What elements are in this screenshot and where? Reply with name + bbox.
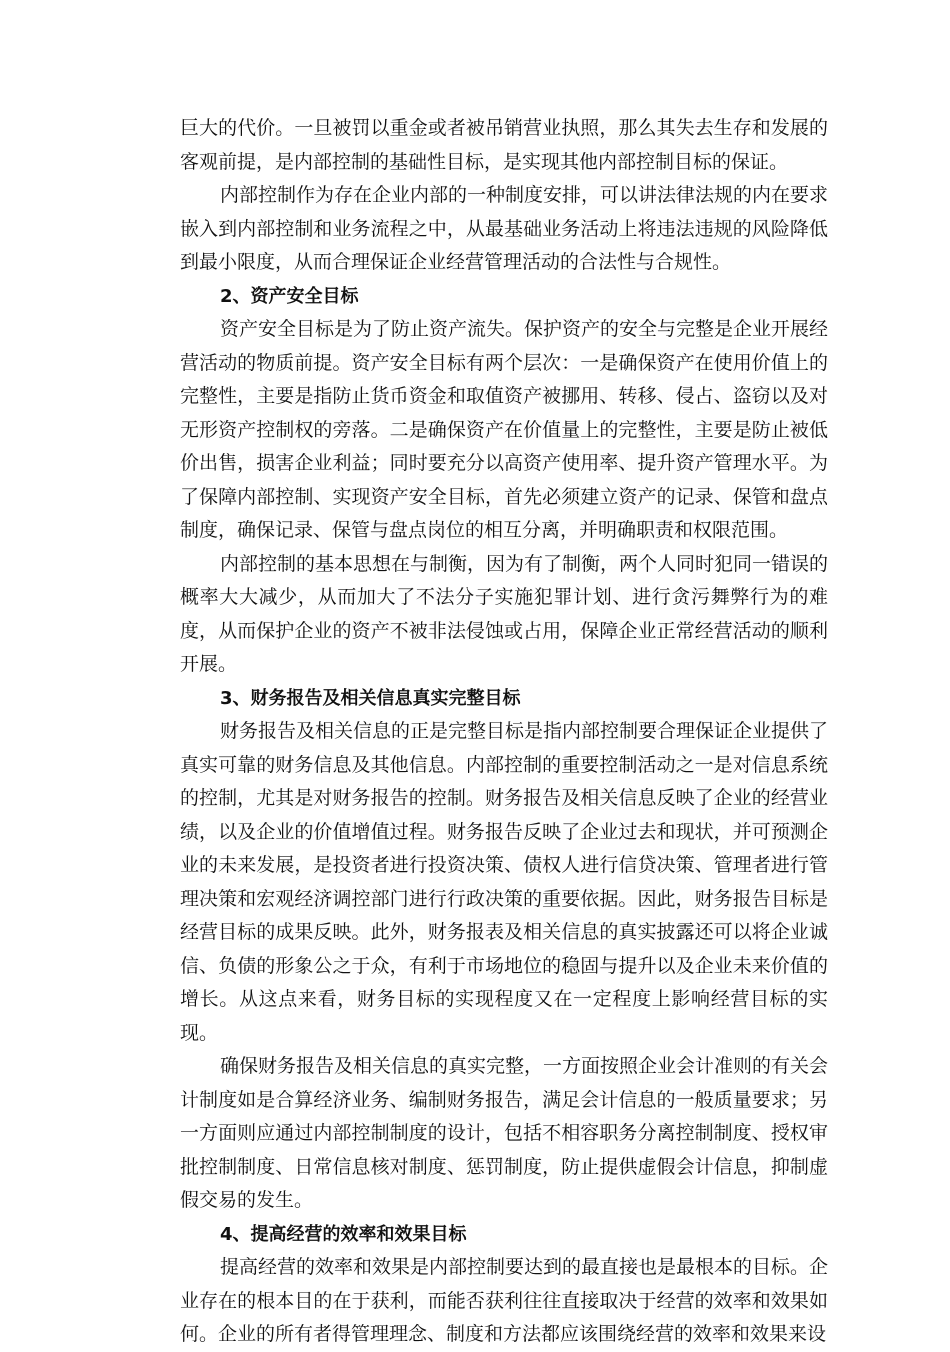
paragraph: 内部控制的基本思想在与制衡，因为有了制衡，两个人同时犯同一错误的概率大大减少，从而加大了不法分子实施犯罪计划、进行贪污舞弊行为的难度，从而保护企业的资产不被非法侵蚀或占用，保障企业正常经营活动的顺利开展。 [180,552,829,675]
paragraph: 内部控制作为存在企业内部的一种制度安排，可以讲法律法规的内在要求嵌入到内部控制和业务流程之中，从最基础业务活动上将违法违规的风险降低到最小限度，从而合理保证企业经营管理活动的合法性与合规性。 [180,184,829,273]
document-page [180,112,828,1352]
paragraph: 确保财务报告及相关信息的真实完整，一方面按照企业会计准则的有关会计制度如是合算经济业务、编制财务报告，满足会计信息的一般质量要求；另一方面则应通过内部控制制度的设计，包括不相容职务分离控制制度、授权审批控制制度、日常信息核对制度、惩罚制度，防止提供虚假会计信息，抑制虚假交易的发生。 [180,1055,829,1211]
paragraph: 资产安全目标是为了防止资产流失。保护资产的安全与完整是企业开展经营活动的物质前提。资产安全目标有两个层次：一是确保资产在使用价值上的完整性，主要是指防止货币资金和取值资产被挪用、转移、侵占、盗窃以及对无形资产控制权的旁落。二是确保资产在价值量上的完整性，主要是防止被低价出售，损害企业利益；同时要充分以高资产使用率、提升资产管理水平。为了保障内部控制、实现资产安全目标，首先必须建立资产的记录、保管和盘点制度，确保记录、保管与盘点岗位的相互分离，并明确职责和权限范围。 [180,318,829,541]
section-heading: 3、财务报告及相关信息真实完整目标 [220,687,521,709]
paragraph: 提高经营的效率和效果是内部控制要达到的最直接也是最根本的目标。企业存在的根本目的在于获利，而能否获利往往直接取决于经营的效率和效果如何。企业的所有者得管理理念、制度和方法都应该围绕经营的效率和效果来设 [180,1256,829,1345]
paragraph: 巨大的代价。一旦被罚以重金或者被吊销营业执照，那么其失去生存和发展的客观前提，是内部控制的基础性目标，是实现其他内部控制目标的保证。 [180,117,828,173]
paragraph: 财务报告及相关信息的正是完整目标是指内部控制要合理保证企业提供了真实可靠的财务信息及其他信息。内部控制的重要控制活动之一是对信息系统的控制，尤其是对财务报告的控制。财务报告及相关信息反映了企业的经营业绩，以及企业的价值增值过程。财务报告反映了企业过去和现状，并可预测企业的未来发展，是投资者进行投资决策、债权人进行信贷决策、管理者进行管理决策和宏观经济调控部门进行行政决策的重要依据。因此，财务报告目标是经营目标的成果反映。此外，财务报表及相关信息的真实披露还可以将企业诚信、负债的形象公之于众，有利于市场地位的稳固与提升以及企业未来价值的增长。从这点来看，财务目标的实现程度又在一定程度上影响经营目标的实现。 [180,720,829,1044]
section-heading: 2、资产安全目标 [220,285,359,307]
section-heading: 4、提高经营的效率和效果目标 [220,1223,467,1245]
